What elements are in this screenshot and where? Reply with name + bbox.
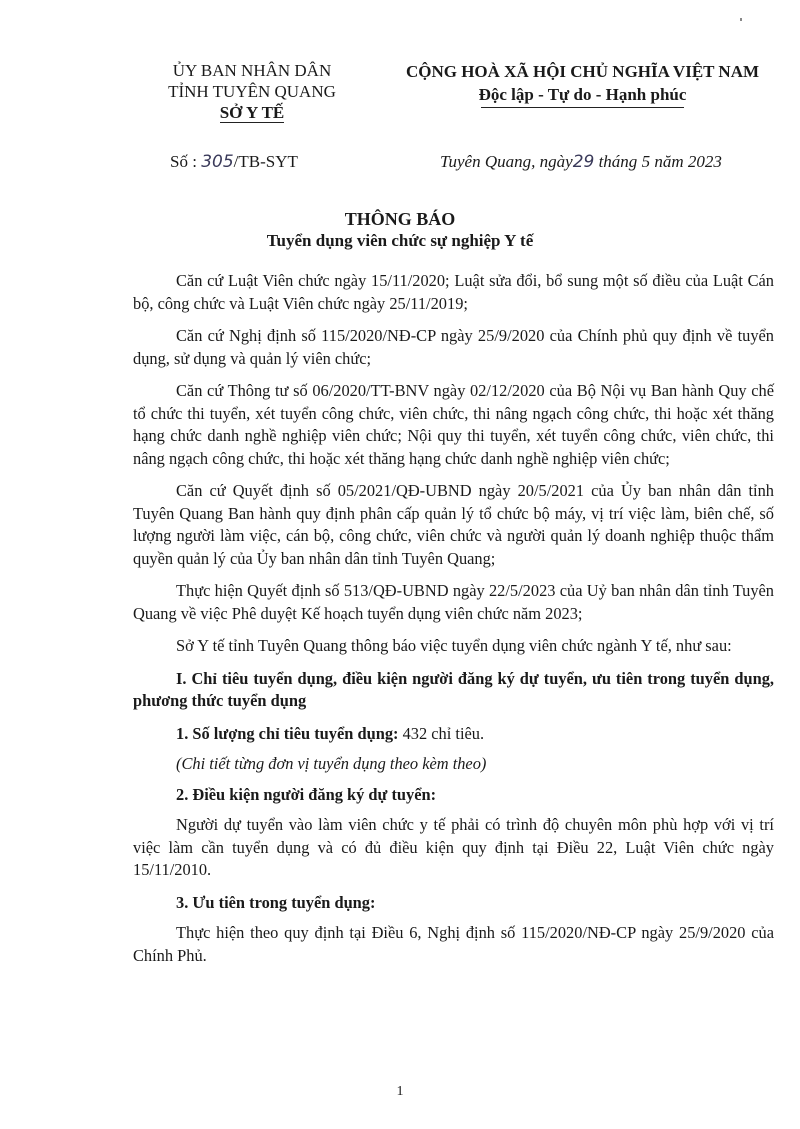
date-year-label: năm <box>654 152 684 171</box>
scan-speck <box>740 18 742 21</box>
paragraph-legal-basis-4: Căn cứ Quyết định số 05/2021/QĐ-UBND ngày 20/5/2021 của Ủy ban nhân dân tỉnh Tuyên Quang Ban hành quy định phân cấp quản lý tổ chức bộ máy, vị trí việc làm, biên chế, số lượng người làm việc, cán bộ, công chức, viên chức và người quản lý doanh nghiệp thuộc thẩm quyền quản lý của Ủy ban nhân dân tỉnh Tuyên Quang; <box>133 481 774 568</box>
date-place: Tuyên Quang, ngày <box>440 152 573 171</box>
document-subtitle: Tuyển dụng viên chức sự nghiệp Y tế <box>266 231 534 250</box>
date-month: 5 <box>641 152 651 171</box>
subsection-conditions: 2. Điều kiện người đăng ký dự tuyển: <box>176 784 437 804</box>
paragraph-legal-basis-2: Căn cứ Nghị định số 115/2020/NĐ-CP ngày 25/9/2020 của Chính phủ quy định về tuyển dụng, sử dụng và quản lý viên chức; <box>133 326 774 368</box>
subsection-quota <box>133 723 774 746</box>
quota-value: 432 chỉ tiêu. <box>402 723 485 743</box>
paragraph-priority: Thực hiện theo quy định tại Điều 6, Nghị định số 115/2020/NĐ-CP ngày 25/9/2020 của Chính Phủ. <box>133 923 774 965</box>
agency-department: SỞ Y TẾ <box>219 103 285 122</box>
agency-line-2: TỈNH TUYÊN QUANG <box>168 82 336 101</box>
date-year: 2023 <box>687 152 722 171</box>
agency-line-1: ỦY BAN NHÂN DÂN <box>172 61 332 80</box>
paragraph-legal-basis-3: Căn cứ Thông tư số 06/2020/TT-BNV ngày 02/12/2020 của Bộ Nội vụ Ban hành Quy chế tổ chức thi tuyển, xét tuyển công chức, viên chức, thi nâng ngạch công chức, thi hoặc xét thăng hạng chức danh nghề nghiệp viên chức; Nội quy thi tuyển, xét tuyển công chức, viên chức, thi nâng ngạch công chức, thi hoặc xét thăng hạng chức danh nghề nghiệp viên chức; <box>133 381 774 468</box>
quota-note: (Chi tiết từng đơn vị tuyển dụng theo kèm theo) <box>176 754 487 773</box>
paragraph-implementation: Thực hiện Quyết định số 513/QĐ-UBND ngày 22/5/2023 của Uỷ ban nhân dân tỉnh Tuyên Quang về việc Phê duyệt Kế hoạch tuyển dụng viên chức năm 2023; <box>133 581 774 623</box>
date-day-handwritten: 29 <box>572 152 595 172</box>
document-body <box>133 270 774 977</box>
page-number: 1 <box>396 1084 404 1099</box>
issuing-agency <box>118 60 386 123</box>
doc-number-prefix: Số : <box>170 152 197 171</box>
document-title: THÔNG BÁO <box>344 209 456 229</box>
section-heading-1: I. Chỉ tiêu tuyển dụng, điều kiện người đăng ký dự tuyển, ưu tiên trong tuyển dụng, phương thức tuyển dụng <box>133 668 774 710</box>
country-name: CỘNG HOÀ XÃ HỘI CHỦ NGHĨA VIỆT NAM <box>405 62 760 81</box>
subsection-priority: 3. Ưu tiên trong tuyển dụng: <box>176 892 376 912</box>
paragraph-announcement: Sở Y tế tỉnh Tuyên Quang thông báo việc tuyển dụng viên chức ngành Y tế, như sau: <box>176 636 732 655</box>
document-number <box>170 152 298 172</box>
paragraph-legal-basis-1: Căn cứ Luật Viên chức ngày 15/11/2020; Luật sửa đổi, bổ sung một số điều của Luật Cán bộ, công chức và Luật Viên chức ngày 25/11/2019; <box>133 271 774 313</box>
doc-number-handwritten: 305 <box>201 152 234 172</box>
national-header <box>385 60 780 107</box>
national-motto: Độc lập - Tự do - Hạnh phúc <box>479 83 687 107</box>
paragraph-conditions: Người dự tuyển vào làm viên chức y tế phải có trình độ chuyên môn phù hợp với vị trí việc làm cần tuyển dụng và có đủ điều kiện quy định tại Điều 22, Luật Viên chức ngày 15/11/2010. <box>133 815 774 879</box>
doc-number-suffix: /TB-SYT <box>233 152 298 171</box>
quota-label: 1. Số lượng chỉ tiêu tuyển dụng: <box>176 723 399 743</box>
issue-date <box>440 152 722 172</box>
date-month-label: tháng <box>598 152 638 171</box>
